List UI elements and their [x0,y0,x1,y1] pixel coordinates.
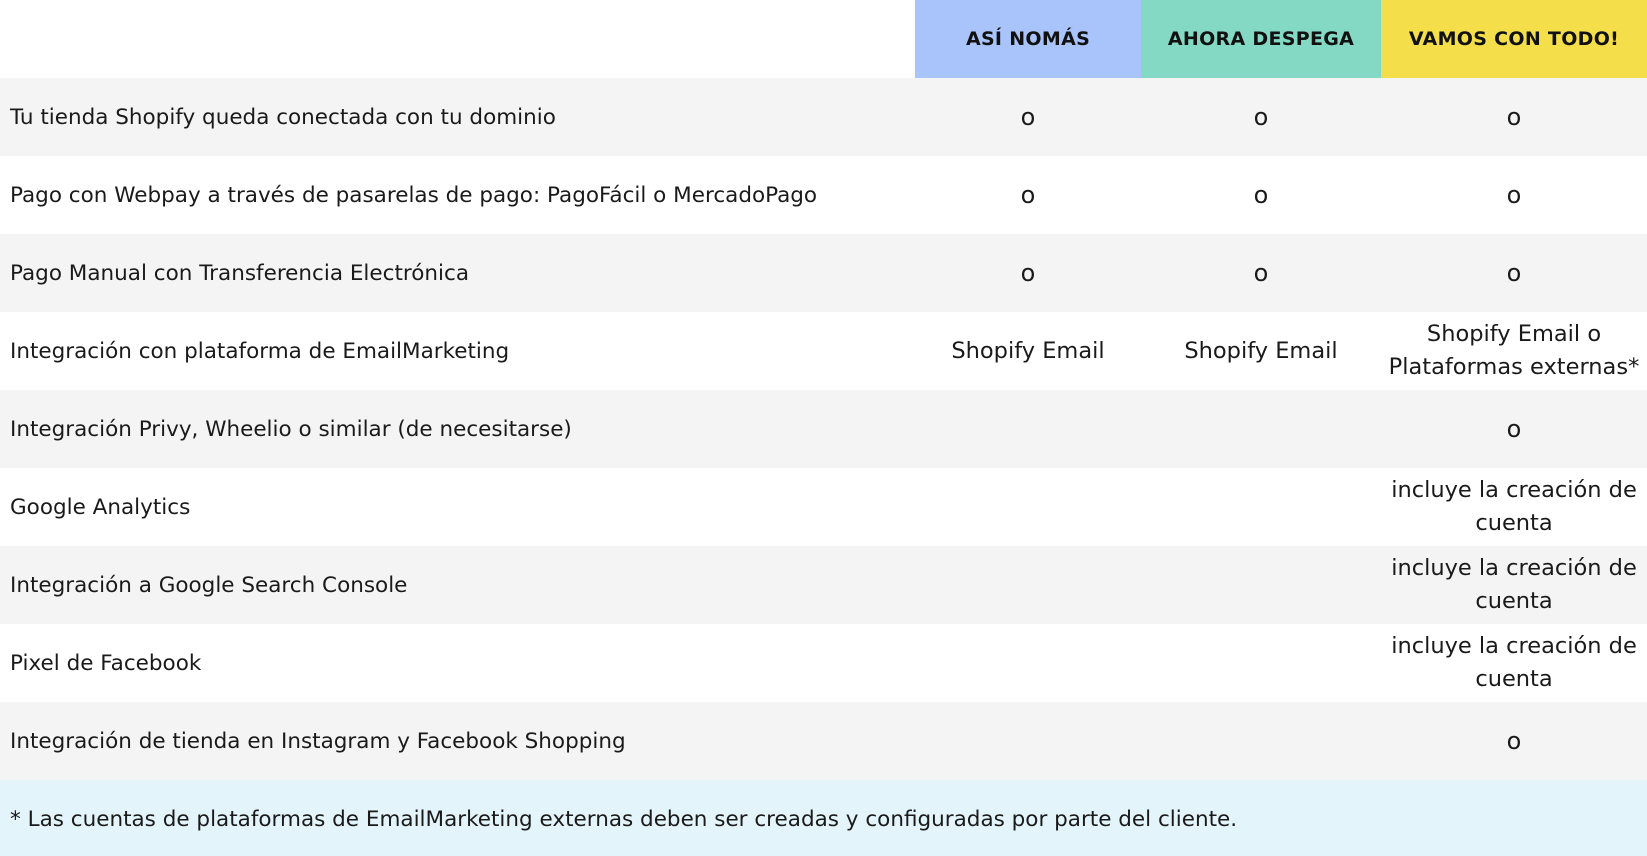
plan1-value [915,390,1141,468]
feature-label: Integración de tienda en Instagram y Facebook Shopping [10,728,626,754]
feature-label: Google Analytics [10,494,191,520]
plan-header-vamos-con-todo: VAMOS CON TODO! [1381,0,1647,78]
plan2-value [1141,624,1381,702]
plan2-value [1141,468,1381,546]
feature-label: Integración a Google Search Console [10,572,408,598]
plan2-value: o [1253,180,1269,209]
table-row [0,234,1647,312]
plan3-value: o [1506,102,1522,131]
table-row [0,156,1647,234]
plan2-value: o [1253,258,1269,287]
feature-label: Pixel de Facebook [10,650,202,676]
feature-label: Tu tienda Shopify queda conectada con tu dominio [10,104,556,130]
feature-label: Pago con Webpay a través de pasarelas de pago: PagoFácil o MercadoPago [10,182,818,208]
plan1-value: o [1020,180,1036,209]
plan-header-ahora-despega: AHORA DESPEGA [1141,0,1381,78]
plan1-value [915,624,1141,702]
plan2-value: o [1253,102,1269,131]
plan2-value [1141,546,1381,624]
plan3-value: o [1506,258,1522,287]
plan1-value [915,546,1141,624]
plan3-value: incluye la creación de cuenta [1391,477,1637,536]
table-row [0,702,1647,780]
footnote: * Las cuentas de plataformas de EmailMarketing externas deben ser creadas y configuradas por parte del cliente. [0,780,1647,856]
plan2-value [1141,702,1381,780]
plan3-value: o [1506,414,1522,443]
table-row [0,312,1647,390]
plan1-value: o [1020,258,1036,287]
table-row [0,468,1647,546]
plan3-value: Shopify Email o Plataformas externas* [1388,321,1640,380]
plan1-value: o [1020,102,1036,131]
feature-label: Pago Manual con Transferencia Electrónica [10,260,469,286]
table-row [0,624,1647,702]
table-header [0,0,1647,78]
plan1-value [915,702,1141,780]
feature-label: Integración con plataforma de EmailMarketing [10,338,510,364]
plan1-value: Shopify Email [951,337,1105,364]
plan-header-asi-nomas: ASÍ NOMÁS [915,0,1141,78]
feature-label: Integración Privy, Wheelio o similar (de necesitarse) [10,416,572,442]
table-row [0,390,1647,468]
header-blank-cell [0,0,915,78]
plan3-value: o [1506,726,1522,755]
plan3-value: incluye la creación de cuenta [1391,633,1637,692]
plan3-value: incluye la creación de cuenta [1391,555,1637,614]
plan3-value: o [1506,180,1522,209]
plan2-value: Shopify Email [1184,337,1338,364]
table-row [0,546,1647,624]
plan2-value [1141,390,1381,468]
table-row [0,78,1647,156]
plan1-value [915,468,1141,546]
